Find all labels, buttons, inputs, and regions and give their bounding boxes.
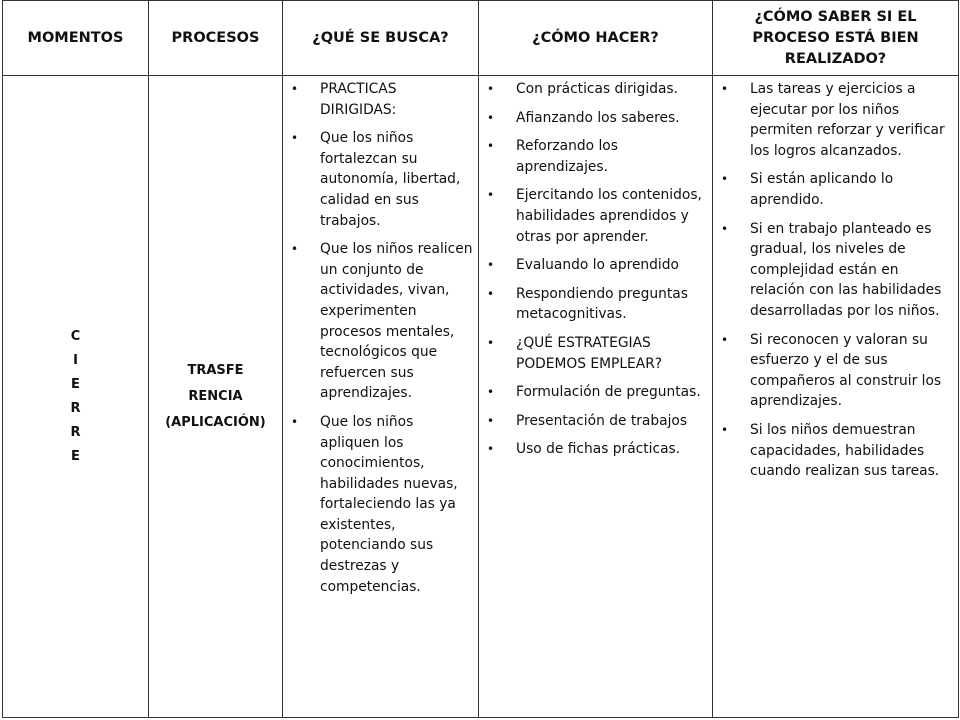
momento-letter: I bbox=[73, 352, 78, 368]
list-item: • Respondiendo preguntas metacognitivas. bbox=[479, 284, 712, 325]
proceso-line: TRASFE bbox=[187, 362, 244, 378]
list-item: • Afianzando los saberes. bbox=[479, 108, 712, 129]
list-item: • PRACTICAS DIRIGIDAS: bbox=[283, 79, 478, 120]
header-que-busca: ¿QUÉ SE BUSCA? bbox=[283, 1, 479, 76]
list-item: • Con prácticas dirigidas. bbox=[479, 79, 712, 100]
momento-letter: R bbox=[70, 424, 81, 440]
proceso-cell bbox=[149, 76, 283, 718]
como-saber-cell bbox=[713, 76, 959, 718]
list-item: • Formulación de preguntas. bbox=[479, 382, 712, 403]
list-item: • Si están aplicando lo aprendido. bbox=[713, 169, 958, 210]
header-como-hacer: ¿CÓMO HACER? bbox=[479, 1, 713, 76]
header-momentos: MOMENTOS bbox=[3, 1, 149, 76]
content-row bbox=[3, 76, 959, 718]
list-item: • Reforzando los aprendizajes. bbox=[479, 136, 712, 177]
list-item: • Si en trabajo planteado es gradual, los niveles de complejidad están en relación con las habilidades desarrolladas por los niños. bbox=[713, 219, 958, 322]
momento-letter: R bbox=[70, 400, 81, 416]
momento-letter: E bbox=[71, 448, 80, 464]
proceso-line: RENCIA bbox=[188, 388, 243, 404]
header-procesos: PROCESOS bbox=[149, 1, 283, 76]
header-row bbox=[3, 1, 959, 76]
list-item: • Uso de fichas prácticas. bbox=[479, 439, 712, 460]
header-como-saber: ¿CÓMO SABER SI EL PROCESO ESTÁ BIEN REALIZADO? bbox=[713, 1, 959, 76]
proceso-line: (APLICACIÓN) bbox=[165, 414, 266, 430]
como-saber-list bbox=[713, 76, 958, 482]
como-hacer-cell bbox=[479, 76, 713, 718]
momento-cell bbox=[3, 76, 149, 718]
list-item: • Ejercitando los contenidos, habilidades aprendidos y otras por aprender. bbox=[479, 185, 712, 247]
list-item: • Si los niños demuestran capacidades, habilidades cuando realizan sus tareas. bbox=[713, 420, 958, 482]
list-item: • ¿QUÉ ESTRATEGIAS PODEMOS EMPLEAR? bbox=[479, 333, 712, 374]
list-item: • Que los niños apliquen los conocimientos, habilidades nuevas, fortaleciendo las ya existentes, potenciando sus destrezas y competencias. bbox=[283, 412, 478, 597]
list-item: • Que los niños realicen un conjunto de actividades, vivan, experimenten procesos mentales, tecnológicos que refuercen sus aprendizajes. bbox=[283, 239, 478, 404]
lesson-table bbox=[2, 0, 959, 718]
que-busca-cell bbox=[283, 76, 479, 718]
list-item: • Presentación de trabajos bbox=[479, 411, 712, 432]
como-hacer-list bbox=[479, 76, 712, 460]
momento-letter: C bbox=[70, 328, 81, 344]
que-busca-list bbox=[283, 76, 478, 597]
list-item: • Que los niños fortalezcan su autonomía, libertad, calidad en sus trabajos. bbox=[283, 128, 478, 231]
list-item: • Si reconocen y valoran su esfuerzo y el de sus compañeros al construir los aprendizajes. bbox=[713, 330, 958, 412]
list-item: • Evaluando lo aprendido bbox=[479, 255, 712, 276]
momento-letter: E bbox=[71, 376, 80, 392]
list-item: • Las tareas y ejercicios a ejecutar por los niños permiten reforzar y verificar los logros alcanzados. bbox=[713, 79, 958, 161]
